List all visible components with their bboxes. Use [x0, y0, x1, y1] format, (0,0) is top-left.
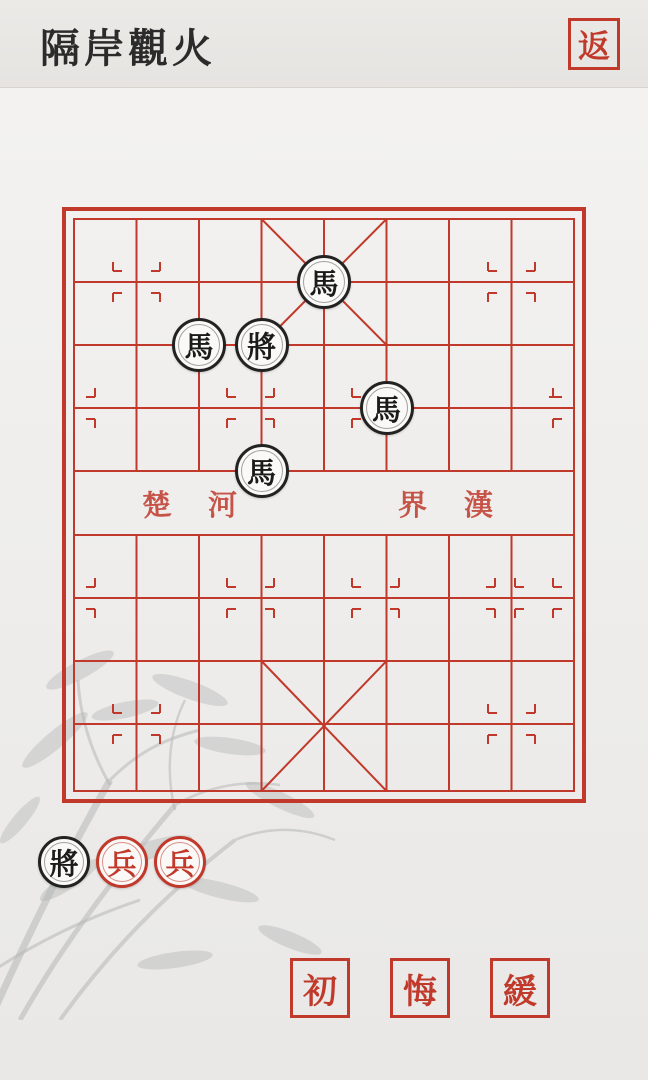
- piece-label: 將: [49, 848, 79, 881]
- river-text-he: 河: [208, 490, 238, 522]
- restart-button[interactable]: 初: [290, 958, 350, 1018]
- piece-label: 馬: [184, 331, 214, 364]
- piece-horse-b3[interactable]: [360, 381, 414, 435]
- piece-label: 將: [246, 331, 276, 364]
- piece-label: 兵: [165, 848, 195, 881]
- back-button[interactable]: 返: [568, 18, 620, 70]
- piece-horse-b1[interactable]: [297, 255, 351, 309]
- tray-piece-soldier-1[interactable]: [96, 836, 148, 888]
- river-text-chu: 楚: [141, 489, 173, 523]
- app-header: [0, 0, 648, 88]
- piece-label: 馬: [246, 457, 276, 490]
- piece-horse-b2[interactable]: [172, 318, 226, 372]
- river-text-han: 漢: [464, 490, 494, 522]
- undo-button[interactable]: 悔: [390, 958, 450, 1018]
- piece-horse-b4[interactable]: [235, 444, 289, 498]
- piece-general-b1[interactable]: [235, 318, 289, 372]
- river-text-jie: 界: [398, 490, 428, 522]
- piece-tray[interactable]: [38, 832, 278, 892]
- command-bar: [290, 958, 610, 1022]
- piece-label: 馬: [309, 268, 339, 301]
- hint-button[interactable]: 緩: [490, 958, 550, 1018]
- piece-label: 馬: [371, 394, 401, 427]
- tray-piece-soldier-2[interactable]: [154, 836, 206, 888]
- page-title: 隔岸觀火: [40, 26, 216, 71]
- piece-label: 兵: [107, 848, 137, 881]
- xiangqi-board[interactable]: [60, 205, 588, 805]
- tray-piece-general[interactable]: [38, 836, 90, 888]
